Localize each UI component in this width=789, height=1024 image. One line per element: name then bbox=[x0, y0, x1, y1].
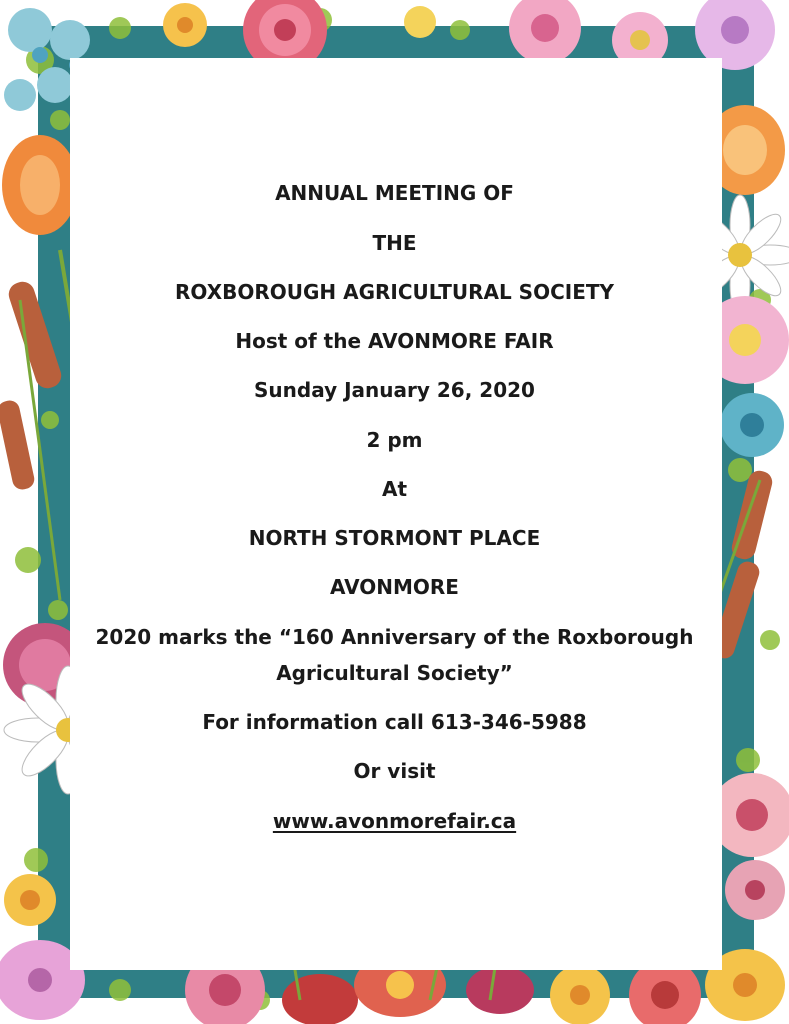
venue-town: AVONMORE bbox=[330, 575, 459, 599]
meeting-date: Sunday January 26, 2020 bbox=[254, 378, 535, 402]
venue-name: NORTH STORMONT PLACE bbox=[248, 526, 541, 550]
website-link[interactable]: www.avonmorefair.ca bbox=[272, 809, 517, 833]
heading-society-name: ROXBOROUGH AGRICULTURAL SOCIETY bbox=[175, 280, 614, 304]
or-visit-line: Or visit bbox=[353, 759, 436, 783]
at-line: At bbox=[381, 477, 408, 501]
meeting-time: 2 pm bbox=[366, 428, 423, 452]
phone-line: For information call 613-346-5988 bbox=[202, 710, 587, 734]
anniversary-line-2: Agricultural Society” bbox=[276, 661, 513, 685]
heading-annual-meeting: ANNUAL MEETING OF bbox=[275, 181, 514, 205]
heading-the: THE bbox=[372, 231, 417, 255]
anniversary-line-1: 2020 marks the “160 Anniversary of the Roxborough bbox=[95, 625, 694, 649]
host-line: Host of the AVONMORE FAIR bbox=[235, 329, 554, 353]
